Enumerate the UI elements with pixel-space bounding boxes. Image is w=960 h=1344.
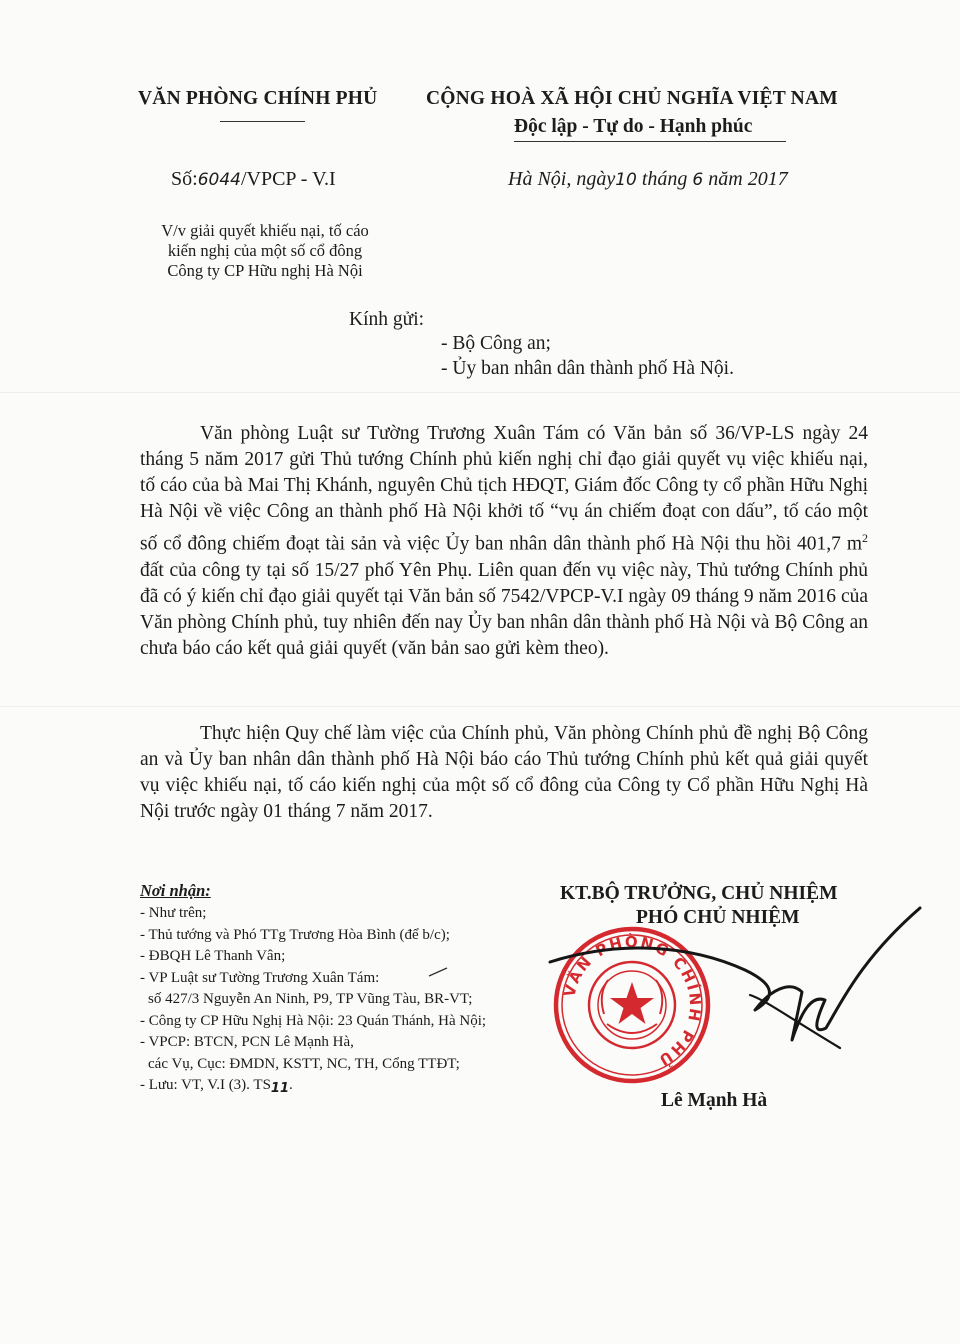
recipient-item: - Thủ tướng và Phó TTg Trương Hòa Bình (để b/c); — [140, 926, 450, 943]
document-number — [171, 168, 336, 191]
handwritten-mark: 11 — [270, 1081, 290, 1096]
subject-block — [140, 221, 390, 281]
paper-fold — [0, 392, 960, 393]
recipient-item: - Như trên; — [140, 905, 207, 921]
subject-line: kiến nghị của một số cổ đông — [167, 241, 363, 260]
recipient-line: - Ủy ban nhân dân thành phố Hà Nội. — [441, 358, 734, 379]
document-number-prefix: Số: — [171, 168, 198, 190]
recipient-item: - Lưu: VT, V.I (3). TS11. — [140, 1077, 293, 1096]
motto-underline — [514, 141, 786, 142]
superscript: 2 — [862, 531, 868, 545]
signer-name: Lê Mạnh Hà — [661, 1090, 768, 1111]
organization-underline — [220, 121, 305, 122]
check-mark-icon — [428, 967, 448, 977]
recipient-item: số 427/3 Nguyễn An Ninh, P9, TP Vũng Tàu, BR-VT; — [148, 991, 473, 1007]
subject-line: V/v giải quyết khiếu nại, tố cáo — [161, 221, 369, 240]
national-title: CỘNG HOÀ XÃ HỘI CHỦ NGHĨA VIỆT NAM — [426, 88, 838, 109]
date-month-label: tháng — [641, 168, 688, 190]
body-text: Văn phòng Luật sư Tường Trương Xuân Tám có Văn bản số 36/VP-LS ngày 24 tháng 5 năm 2017 gửi Thủ tướng Chính phủ kiến nghị chỉ đạo giải quyết vụ việc khiếu nại, tố cáo của bà Mai Thị Khánh, nguyên Chủ tịch HĐQT, Giám đốc Công ty cổ phần Hữu Nghị Hà Nội về việc Công an thành phố Hà Nội khởi tố “vụ án chiếm đoạt con dấu”, tố cáo một số cổ đông chiếm đoạt tài sản và việc Ủy ban nhân dân thành phố Hà Nội thu hồi 401,7 m — [140, 423, 868, 555]
recipient-line: - Bộ Công an; — [441, 333, 551, 354]
recipients-title: Nơi nhận: — [140, 881, 211, 900]
body-text: đất của công ty tại số 15/27 phố Yên Phụ. Liên quan đến vụ việc này, Thủ tướng Chính phủ đã có ý kiến chỉ đạo giải quyết tại Văn bản số 7542/VPCP-V.I ngày 09 tháng 9 năm 2016 của Văn phòng Chính phủ, tuy nhiên đến nay Ủy ban nhân dân thành phố Hà Nội và Bộ Công an chưa báo cáo kết quả giải quyết (văn bản sao gửi kèm theo). — [140, 559, 868, 659]
issuing-organization: VĂN PHÒNG CHÍNH PHỦ — [138, 88, 378, 109]
recipient-item: - VPCP: BTCN, PCN Lê Mạnh Hà, — [140, 1034, 354, 1050]
recipients-list — [140, 903, 486, 1100]
recipient-item: - Công ty CP Hữu Nghị Hà Nội: 23 Quán Thánh, Hà Nội; — [140, 1012, 487, 1029]
recipient-item: - ĐBQH Lê Thanh Vân; — [140, 948, 286, 964]
date-day-handwritten: 10 — [615, 170, 637, 190]
seal-text: VĂN PHÒNG CHÍNH PHỦ — [560, 932, 705, 1071]
paper-fold — [0, 706, 960, 707]
signature-title: KT.BỘ TRƯỞNG, CHỦ NHIỆM — [560, 883, 838, 904]
body-paragraph-1 — [140, 421, 868, 662]
recipient-item: - VP Luật sư Tường Trương Xuân Tám: — [140, 969, 380, 986]
salutation-label: Kính gửi: — [349, 309, 425, 330]
national-motto: Độc lập - Tự do - Hạnh phúc — [514, 116, 753, 137]
recipient-item: các Vụ, Cục: ĐMDN, KSTT, NC, TH, Cổng TTĐT; — [148, 1055, 460, 1072]
body-paragraph-2: Thực hiện Quy chế làm việc của Chính phủ, Văn phòng Chính phủ đề nghị Bộ Công an và Ủy ban nhân dân thành phố Hà Nội báo cáo Thủ tướng Chính phủ kết quả giải quyết vụ việc khiếu nại, tố cáo kiến nghị của một số cổ đông của Công ty Cổ phần Hữu Nghị Hà Nội trước ngày 01 tháng 7 năm 2017. — [140, 723, 868, 822]
date-year-label: năm 2017 — [708, 168, 788, 190]
document-number-suffix: /VPCP - V.I — [240, 168, 336, 190]
signature-subtitle: PHÓ CHỦ NHIỆM — [636, 907, 800, 928]
document-number-handwritten: 6044 — [197, 170, 241, 190]
date-line — [508, 168, 788, 191]
date-month-handwritten: 6 — [692, 170, 704, 190]
subject-line: Công ty CP Hữu nghị Hà Nội — [167, 261, 363, 280]
handwritten-signature-icon — [540, 900, 930, 1070]
recipient-item-text: - Lưu: VT, V.I (3). TS — [140, 1077, 271, 1093]
date-place-label: Hà Nội, ngày — [508, 168, 616, 190]
